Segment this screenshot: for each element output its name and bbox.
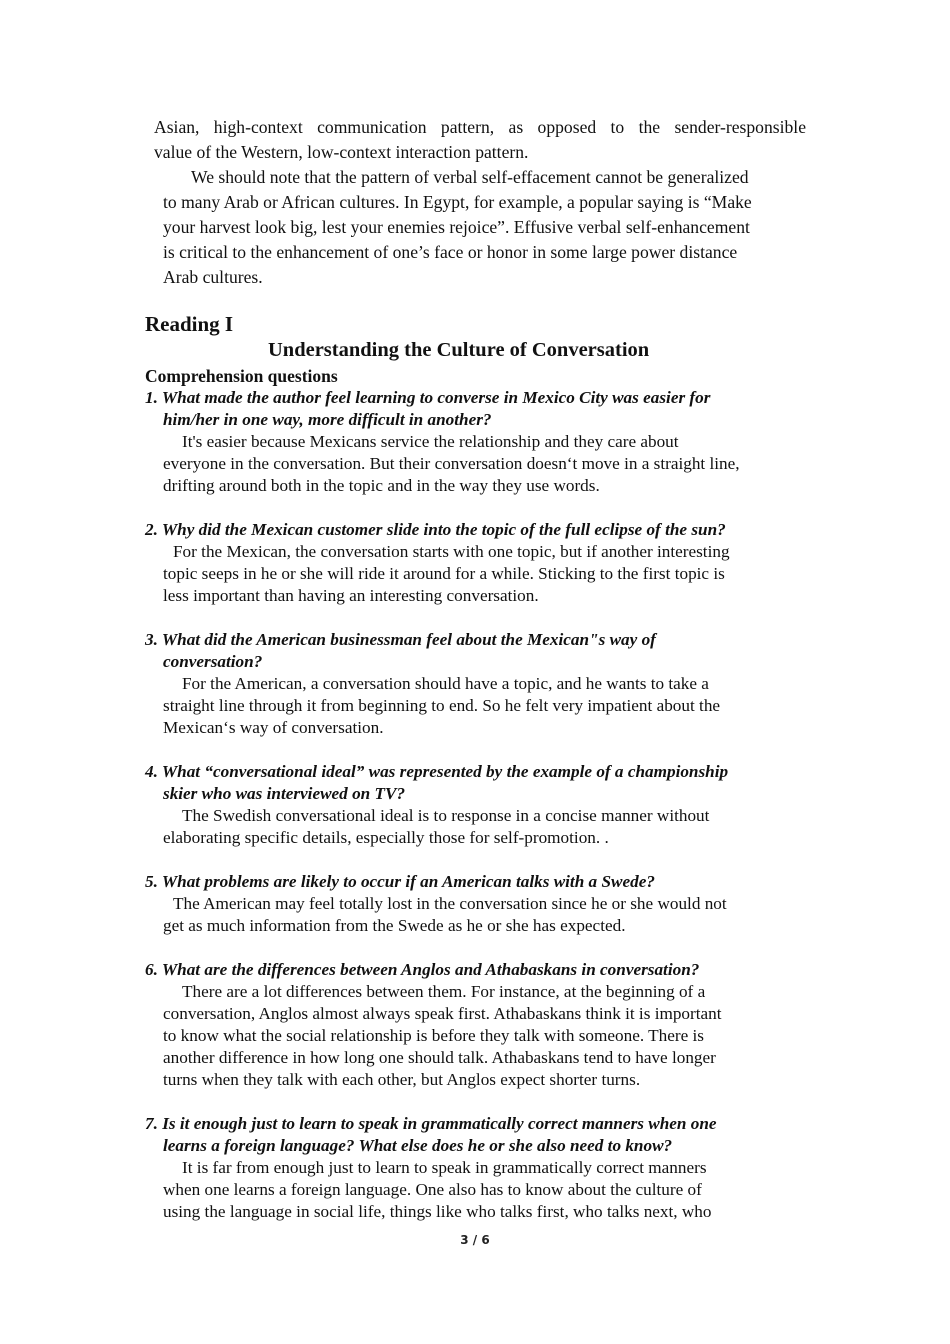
answer-text: when one learns a foreign language. One also has to know about the culture of <box>163 1180 702 1199</box>
answer-text: conversation, Anglos almost always speak first. Athabaskans think it is important <box>163 1004 722 1023</box>
answer-text: It's easier because Mexicans service the relationship and they care about <box>182 432 679 451</box>
intro-line: Arab cultures. <box>163 267 263 287</box>
answer-text: It is far from enough just to learn to speak in grammatically correct manners <box>182 1158 707 1177</box>
question-text: 7. Is it enough just to learn to speak in grammatically correct manners when one <box>145 1114 717 1133</box>
question-text: skier who was interviewed on TV? <box>163 784 406 803</box>
answer-text: elaborating specific details, especially those for self-promotion. . <box>163 828 609 847</box>
answer-text: For the Mexican, the conversation starts with one topic, but if another interesting <box>173 542 730 561</box>
answer-text: get as much information from the Swede as he or she has expected. <box>163 916 626 935</box>
intro-line: We should note that the pattern of verbal self-effacement cannot be generalized <box>191 167 749 187</box>
section-label: Comprehension questions <box>145 366 338 386</box>
answer-text: The American may feel totally lost in the conversation since he or she would not <box>173 894 727 913</box>
intro-line: Asian, high-context communication pattern, as opposed to the sender-responsible <box>154 117 806 137</box>
question-text: 3. What did the American businessman feel about the Mexican"s way of <box>145 630 656 649</box>
question-text: 4. What “conversational ideal” was represented by the example of a championship <box>145 762 729 781</box>
question-text: conversation? <box>163 652 263 671</box>
answer-text: For the American, a conversation should have a topic, and he wants to take a <box>182 674 709 693</box>
answer-text: straight line through it from beginning to end. So he felt very impatient about the <box>163 696 721 715</box>
answer-text: There are a lot differences between them. For instance, at the beginning of a <box>182 982 706 1001</box>
question-text: learns a foreign language? What else does he or she also need to know? <box>163 1136 673 1155</box>
answer-text: another difference in how long one should talk. Athabaskans tend to have longer <box>163 1048 716 1067</box>
answer-text: topic seeps in he or she will ride it around for a while. Sticking to the first topic is <box>163 564 725 583</box>
intro-line: value of the Western, low-context interaction pattern. <box>154 142 529 162</box>
answer-text: Mexican‘s way of conversation. <box>163 718 384 737</box>
question-text: 2. Why did the Mexican customer slide into the topic of the full eclipse of the sun? <box>145 520 726 539</box>
intro-line: to many Arab or African cultures. In Egypt, for example, a popular saying is “Make <box>163 192 752 212</box>
answer-text: using the language in social life, things like who talks first, who talks next, who <box>163 1202 712 1221</box>
answer-text: less important than having an interesting conversation. <box>163 586 539 605</box>
intro-line: is critical to the enhancement of one’s face or honor in some large power distance <box>163 242 738 262</box>
reading-heading: Reading I <box>145 312 234 336</box>
question-text: 5. What problems are likely to occur if an American talks with a Swede? <box>145 872 655 891</box>
answer-text: everyone in the conversation. But their conversation doesn‘t move in a straight line, <box>163 454 740 473</box>
question-text: 6. What are the differences between Anglos and Athabaskans in conversation? <box>145 960 700 979</box>
question-text: 1. What made the author feel learning to converse in Mexico City was easier for <box>145 388 711 407</box>
page-number: 3 / 6 <box>460 1233 490 1247</box>
answer-text: turns when they talk with each other, but Anglos expect shorter turns. <box>163 1070 641 1089</box>
answer-text: drifting around both in the topic and in the way they use words. <box>163 476 600 495</box>
intro-line: your harvest look big, lest your enemies rejoice”. Effusive verbal self-enhancement <box>163 217 750 237</box>
question-text: him/her in one way, more difficult in another? <box>163 410 492 429</box>
reading-title: Understanding the Culture of Conversation <box>268 339 650 361</box>
answer-text: The Swedish conversational ideal is to response in a concise manner without <box>182 806 710 825</box>
answer-text: to know what the social relationship is before they talk with someone. There is <box>163 1026 704 1045</box>
